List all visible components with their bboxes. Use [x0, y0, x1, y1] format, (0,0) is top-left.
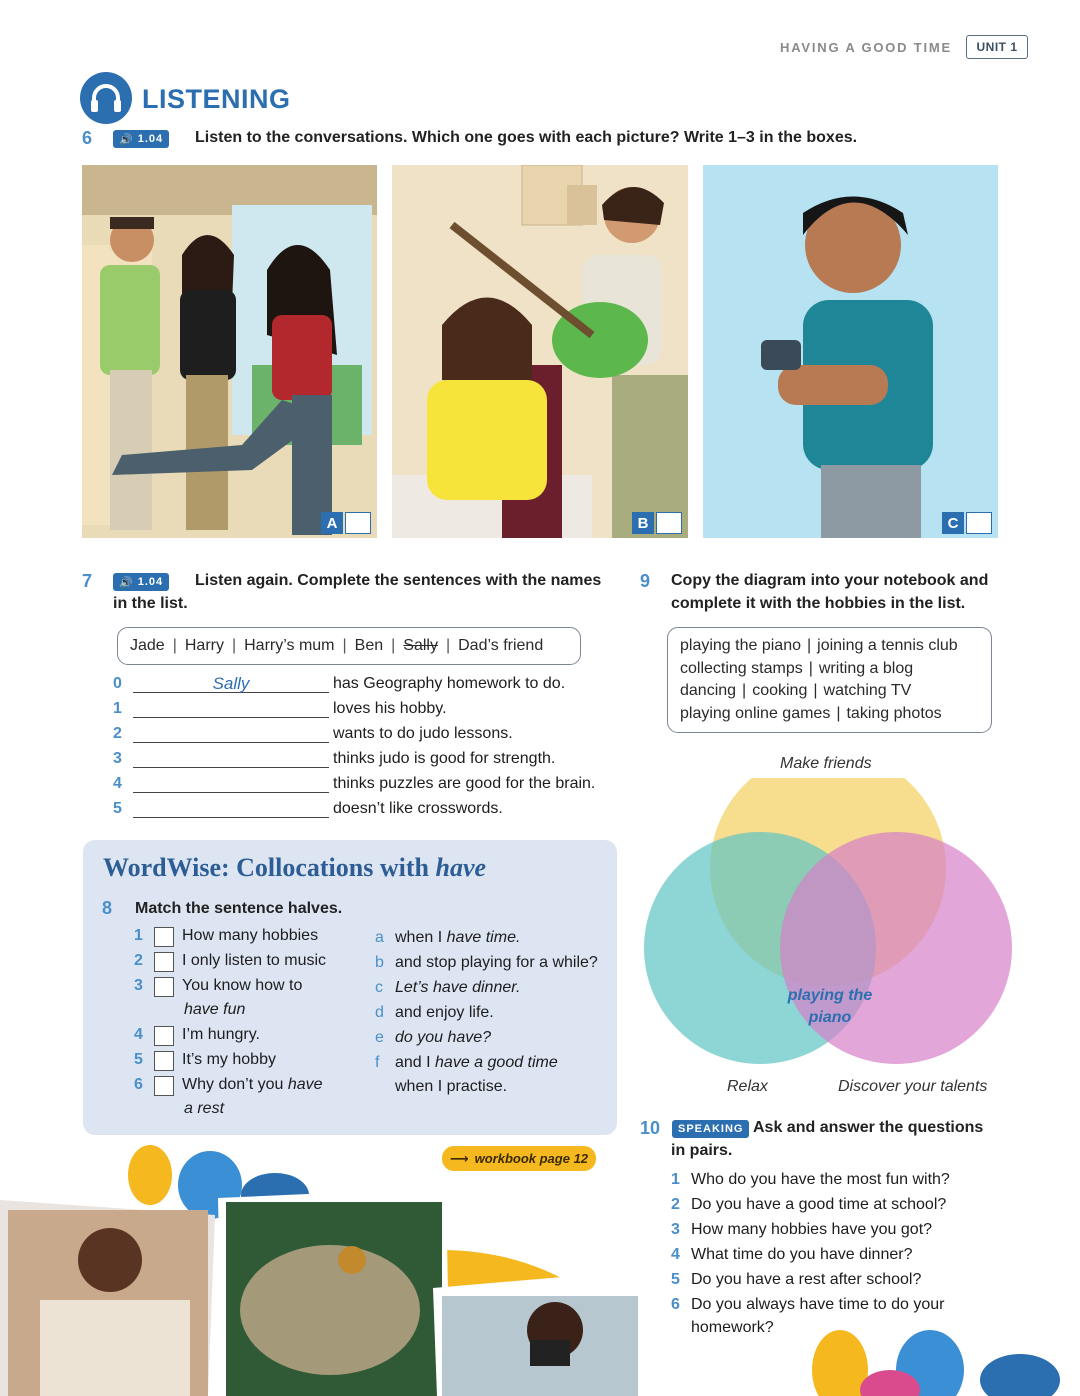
- sentence-row: [113, 793, 503, 818]
- match-left-column: [134, 927, 374, 1124]
- picture-a: [82, 165, 377, 538]
- sentence-number: 4: [113, 775, 122, 792]
- question-number: 2: [671, 1196, 680, 1213]
- item-text: and stop playing for a while?: [395, 954, 598, 971]
- sentence-number: 5: [113, 800, 122, 817]
- venn-diagram: [640, 778, 1020, 1078]
- match-left-item: [134, 1051, 374, 1075]
- hobby-item: joining a tennis club: [817, 637, 958, 654]
- question-text-cont: homework?: [691, 1319, 774, 1336]
- answer-blank[interactable]: [133, 725, 329, 743]
- name-item: Harry: [184, 637, 224, 654]
- answer-checkbox[interactable]: [154, 977, 174, 997]
- exercise-number: 8: [102, 898, 113, 918]
- audio-track-badge[interactable]: [113, 130, 169, 148]
- item-letter: e: [375, 1029, 384, 1046]
- match-right-item: [375, 954, 615, 978]
- exercise-number: 9: [640, 571, 651, 591]
- question-text: Do you have a good time at school?: [691, 1196, 947, 1213]
- exercise-number: 10: [640, 1118, 661, 1138]
- answer-box-c[interactable]: [966, 512, 992, 534]
- item-text: It’s my hobby: [182, 1051, 276, 1068]
- exercise-instruction: Listen again. Complete the sentences with the names: [195, 572, 602, 589]
- sentence-number: 1: [113, 700, 122, 717]
- exercise-instruction: Copy the diagram into your notebook and: [671, 572, 989, 589]
- item-text: I only listen to music: [182, 952, 327, 969]
- running-header: HAVING A GOOD TIME: [780, 40, 953, 55]
- workbook-link-text: workbook page 12: [474, 1151, 589, 1166]
- match-right-item: [375, 929, 615, 953]
- item-text: I’m hungry.: [182, 1026, 260, 1043]
- venn-label-right: Discover your talents: [838, 1078, 988, 1095]
- item-letter: b: [375, 954, 384, 971]
- match-right-item: [375, 1029, 615, 1053]
- match-right-column: [375, 929, 615, 1102]
- picture-letter: A: [321, 512, 343, 534]
- venn-center-answer: [770, 985, 890, 1029]
- wordwise-title: [103, 853, 486, 883]
- hobby-line: collecting stamps | writing a blog: [680, 659, 914, 677]
- sentence-text: wants to do judo lessons.: [333, 725, 513, 742]
- answer-box-b[interactable]: [656, 512, 682, 534]
- headphones-icon: [80, 72, 132, 124]
- exercise-instruction-cont: in the list.: [113, 595, 188, 612]
- hobby-line: playing the piano | joining a tennis club: [680, 637, 958, 654]
- picture-b-label: [632, 512, 682, 534]
- item-number: 5: [134, 1051, 143, 1068]
- sentence-number: 0: [113, 675, 122, 692]
- item-number: 2: [134, 952, 143, 969]
- name-item: Harry’s mum: [244, 637, 335, 654]
- item-text: How many hobbies: [182, 927, 319, 944]
- sentence-row: [113, 693, 447, 718]
- item-text-italic: have: [287, 1076, 323, 1093]
- item-number: 6: [134, 1076, 143, 1093]
- answer-blank[interactable]: Sally: [133, 675, 329, 693]
- hobby-item: taking photos: [846, 704, 942, 722]
- answer-blank[interactable]: [133, 800, 329, 818]
- item-number: 4: [134, 1026, 143, 1043]
- sentence-number: 3: [113, 750, 122, 767]
- answer-checkbox[interactable]: [154, 952, 174, 972]
- question-row: [671, 1271, 921, 1296]
- item-number: 1: [134, 927, 143, 944]
- item-text-cont: have fun: [184, 1001, 246, 1018]
- picture-b: [392, 165, 688, 538]
- speaker-icon: 🔊: [119, 576, 134, 589]
- item-letter: d: [375, 1004, 384, 1021]
- speaker-icon: 🔊: [119, 133, 134, 146]
- audio-track-number: 1.04: [137, 576, 164, 588]
- exercise-instruction: Listen to the conversations. Which one goes with each picture? Write 1–3 in the boxes.: [195, 129, 858, 146]
- sentence-text: thinks judo is good for strength.: [333, 750, 556, 767]
- item-text-italic: do you have?: [395, 1029, 492, 1046]
- hobby-line: dancing | cooking | watching TV: [680, 682, 912, 699]
- question-text: Do you have a rest after school?: [691, 1271, 922, 1288]
- match-left-item: [134, 977, 374, 1001]
- item-text: when I: [395, 929, 447, 946]
- item-letter: c: [375, 979, 383, 996]
- item-text: Why don’t you: [182, 1076, 288, 1093]
- picture-a-label: [321, 512, 371, 534]
- answer-checkbox[interactable]: [154, 1026, 174, 1046]
- answer-blank[interactable]: [133, 750, 329, 768]
- exercise-instruction: Ask and answer the questions: [753, 1119, 984, 1136]
- match-left-item: [134, 927, 374, 951]
- item-text: and enjoy life.: [395, 1004, 494, 1021]
- hobby-item: cooking: [752, 682, 808, 699]
- item-text-italic: have a good time: [435, 1054, 558, 1071]
- item-letter: a: [375, 929, 384, 946]
- item-text: and I: [395, 1054, 436, 1071]
- question-number: 5: [671, 1271, 680, 1288]
- picture-letter: C: [942, 512, 964, 534]
- item-text-italic: have time.: [446, 929, 521, 946]
- sentence-row: [113, 668, 565, 693]
- hobbies-list: [667, 627, 992, 733]
- exercise-instruction-cont: complete it with the hobbies in the list.: [671, 595, 966, 612]
- exercise-number: 6: [82, 128, 93, 148]
- picture-letter: B: [632, 512, 654, 534]
- match-left-item: [134, 1076, 374, 1100]
- name-item-used: Sally: [403, 637, 438, 654]
- question-number: 4: [671, 1246, 680, 1263]
- question-number: 3: [671, 1221, 680, 1238]
- match-left-item: [134, 1026, 374, 1050]
- section-title: LISTENING: [142, 84, 291, 114]
- question-text: What time do you have dinner?: [691, 1246, 913, 1263]
- question-number: 1: [671, 1171, 680, 1188]
- name-item: Dad’s friend: [458, 637, 544, 654]
- sentence-number: 2: [113, 725, 122, 742]
- answer-checkbox[interactable]: [154, 927, 174, 947]
- sentence-row: [113, 768, 595, 793]
- venn-label-left: Relax: [727, 1078, 768, 1095]
- hobby-item: dancing: [680, 682, 737, 699]
- wordwise-title-italic: have: [435, 853, 487, 882]
- names-list: Jade | Harry | Harry’s mum | Ben | Sally | Dad’s friend: [117, 627, 581, 665]
- exercise-instruction-cont: in pairs.: [671, 1142, 733, 1159]
- item-text-cont: when I practise.: [395, 1078, 508, 1095]
- speaking-badge: SPEAKING: [672, 1120, 749, 1138]
- question-row: [671, 1221, 932, 1246]
- audio-track-badge[interactable]: [113, 573, 169, 591]
- venn-circle-right: [780, 832, 1012, 1064]
- answer-box-a[interactable]: [345, 512, 371, 534]
- hobby-line: playing online games | taking photos: [680, 704, 942, 722]
- question-number: 6: [671, 1296, 680, 1313]
- question-text: Do you always have time to do your: [691, 1296, 945, 1313]
- photo-collage: [0, 1140, 640, 1396]
- question-row: [671, 1196, 946, 1221]
- hobby-item: playing the piano: [680, 637, 801, 654]
- hobby-item: watching TV: [823, 682, 912, 699]
- match-right-item: [375, 1004, 615, 1028]
- audio-track-number: 1.04: [137, 133, 164, 145]
- item-text: You know how to: [182, 977, 303, 994]
- picture-c-label: [942, 512, 992, 534]
- venn-center-line: piano: [808, 1009, 852, 1026]
- answer-blank[interactable]: [133, 700, 329, 718]
- question-text: How many hobbies have you got?: [691, 1221, 933, 1238]
- picture-c: [703, 165, 998, 538]
- sentence-text: has Geography homework to do.: [333, 675, 566, 692]
- sentence-text: thinks puzzles are good for the brain.: [333, 775, 596, 792]
- match-right-item: [375, 1054, 615, 1078]
- answer-checkbox[interactable]: [154, 1076, 174, 1096]
- question-row: [671, 1246, 912, 1271]
- hobby-item: collecting stamps: [680, 659, 803, 677]
- match-right-item: [375, 979, 615, 1003]
- unit-badge: UNIT 1: [966, 35, 1028, 59]
- hobby-item: writing a blog: [818, 659, 914, 677]
- decorative-shapes: [780, 1300, 1080, 1396]
- exercise-instruction: Match the sentence halves.: [135, 900, 343, 917]
- question-row: [671, 1171, 950, 1196]
- venn-label-top: Make friends: [780, 755, 872, 772]
- item-text-italic: Let’s have dinner.: [395, 979, 521, 996]
- item-number: 3: [134, 977, 143, 994]
- sentence-row: [113, 718, 513, 743]
- item-text-cont: a rest: [184, 1100, 225, 1117]
- sentence-row: [113, 743, 555, 768]
- exercise-number: 7: [82, 571, 93, 591]
- venn-center-line: playing the: [787, 987, 873, 1004]
- item-letter: f: [375, 1054, 380, 1071]
- answer-checkbox[interactable]: [154, 1051, 174, 1071]
- arrow-right-icon: ⟶: [449, 1150, 469, 1166]
- question-text: Who do you have the most fun with?: [691, 1171, 950, 1188]
- name-item: Jade: [130, 637, 165, 654]
- hobby-item: playing online games: [680, 704, 831, 722]
- name-item: Ben: [354, 637, 384, 654]
- wordwise-title-text: WordWise: Collocations with: [103, 853, 436, 882]
- sentence-text: doesn’t like crosswords.: [333, 800, 503, 817]
- sentence-text: loves his hobby.: [333, 700, 447, 717]
- match-left-item: [134, 952, 374, 976]
- answer-blank[interactable]: [133, 775, 329, 793]
